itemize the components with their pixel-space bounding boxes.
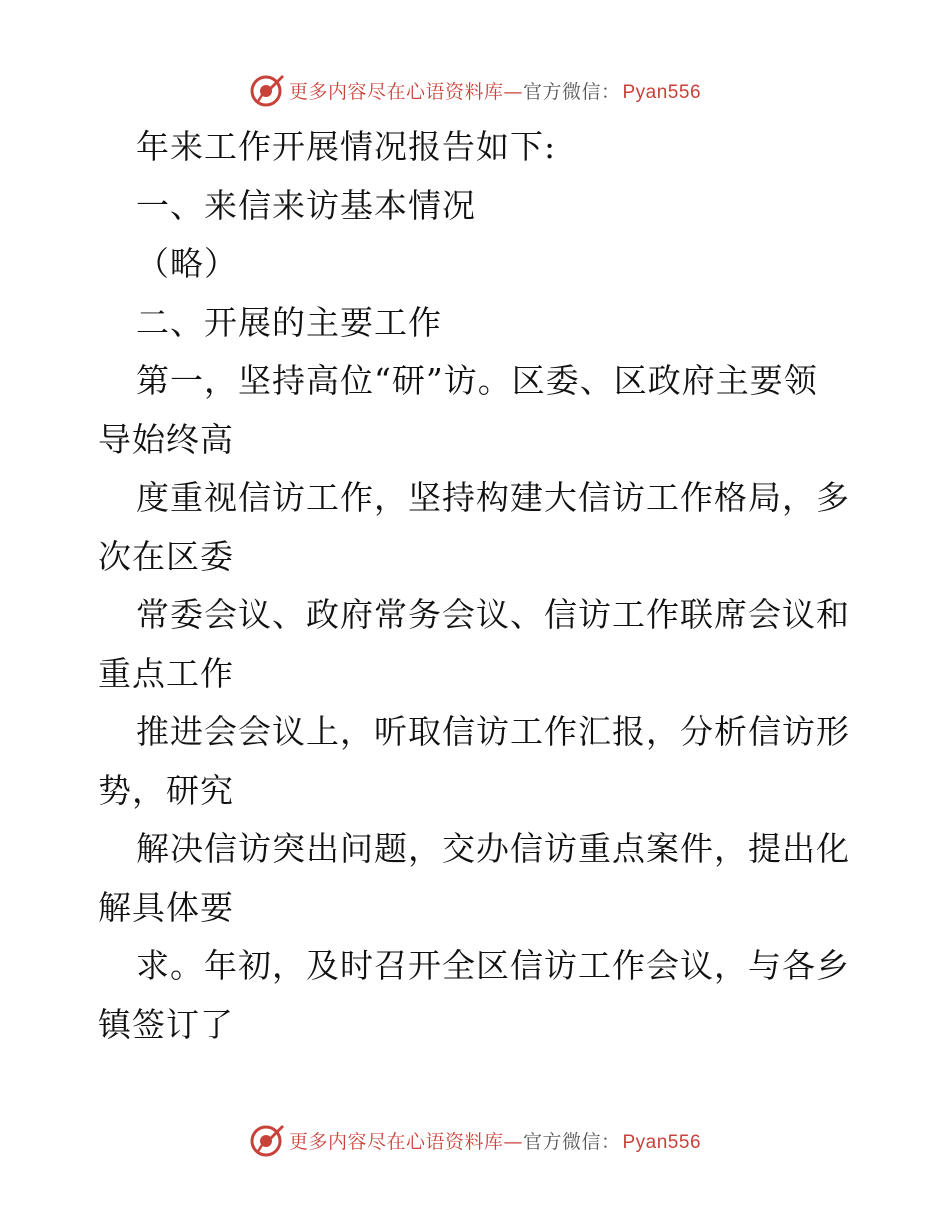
document-body xyxy=(98,118,858,1054)
section-heading: 二、开展的主要工作 xyxy=(136,302,442,342)
watermark-text xyxy=(289,1127,701,1154)
text-line: 次在区委 xyxy=(98,536,234,576)
watermark-wechat-id: Pyan556 xyxy=(622,81,702,103)
section-heading: 一、来信来访基本情况 xyxy=(136,185,476,225)
watermark-separator: — xyxy=(503,1130,523,1153)
text-line: （略） xyxy=(136,244,238,283)
header-watermark xyxy=(0,70,950,110)
text-line: 常委会议、政府常务会议、信访工作联席会议和 xyxy=(136,595,850,634)
watermark-official-label: 官方微信： xyxy=(522,80,621,103)
text-line: 推进会会议上，听取信访工作汇报，分析信访形 xyxy=(136,712,850,751)
watermark-text xyxy=(289,77,701,104)
watermark-separator: — xyxy=(503,80,523,103)
text-line: 镇签订了 xyxy=(98,1004,234,1044)
text-line: 势，研究 xyxy=(98,770,234,810)
watermark-site: 更多内容尽在心语资料库 xyxy=(288,80,504,103)
watermark-wechat-id: Pyan556 xyxy=(622,1131,702,1153)
quill-seal-icon xyxy=(249,72,285,108)
text-line: 年来工作开展情况报告如下: xyxy=(136,127,557,166)
watermark-official-label: 官方微信： xyxy=(522,1130,621,1153)
watermark-site: 更多内容尽在心语资料库 xyxy=(288,1130,504,1153)
text-line: 第一，坚持高位“研”访。区委、区政府主要领 xyxy=(136,361,818,400)
text-line: 重点工作 xyxy=(98,653,234,693)
text-line: 导始终高 xyxy=(98,419,234,459)
text-line: 度重视信访工作，坚持构建大信访工作格局，多 xyxy=(136,478,850,517)
footer-watermark xyxy=(0,1120,950,1160)
text-line: 解决信访突出问题，交办信访重点案件，提出化 xyxy=(136,829,850,868)
quill-seal-icon xyxy=(249,1122,285,1158)
text-line: 求。年初，及时召开全区信访工作会议，与各乡 xyxy=(136,946,850,985)
text-line: 解具体要 xyxy=(98,887,234,927)
